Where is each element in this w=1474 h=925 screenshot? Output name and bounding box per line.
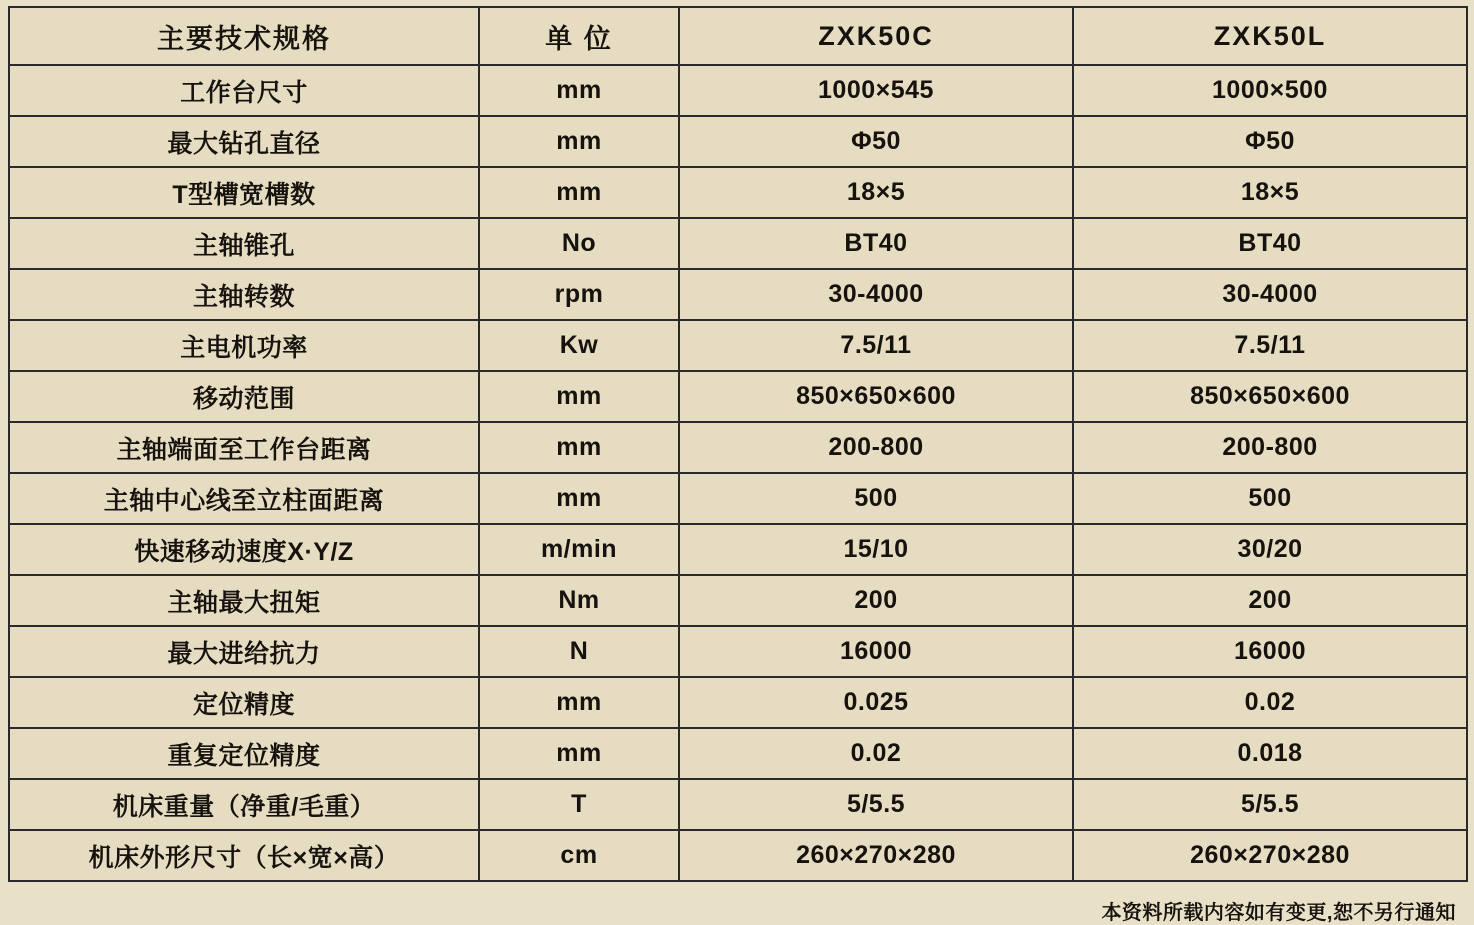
spec-unit: mm bbox=[479, 473, 679, 524]
spec-value-l: 0.018 bbox=[1073, 728, 1467, 779]
table-row bbox=[9, 218, 1467, 269]
spec-value-c: 0.02 bbox=[679, 728, 1073, 779]
spec-unit: N bbox=[479, 626, 679, 677]
spec-value-c: Φ50 bbox=[679, 116, 1073, 167]
spec-value-c: 200-800 bbox=[679, 422, 1073, 473]
spec-name: 最大进给抗力 bbox=[9, 626, 479, 677]
spec-unit: Nm bbox=[479, 575, 679, 626]
spec-name: 主轴锥孔 bbox=[9, 218, 479, 269]
spec-value-l: 5/5.5 bbox=[1073, 779, 1467, 830]
spec-value-c: 260×270×280 bbox=[679, 830, 1073, 881]
spec-name: 工作台尺寸 bbox=[9, 65, 479, 116]
spec-value-c: 200 bbox=[679, 575, 1073, 626]
spec-value-l: 7.5/11 bbox=[1073, 320, 1467, 371]
spec-value-l: 850×650×600 bbox=[1073, 371, 1467, 422]
spec-value-c: 15/10 bbox=[679, 524, 1073, 575]
table-row bbox=[9, 677, 1467, 728]
table-row bbox=[9, 728, 1467, 779]
table-row bbox=[9, 116, 1467, 167]
spec-value-l: 30-4000 bbox=[1073, 269, 1467, 320]
spec-value-l: 200-800 bbox=[1073, 422, 1467, 473]
column-header-model-l: ZXK50L bbox=[1073, 7, 1467, 65]
table-row bbox=[9, 65, 1467, 116]
table-body bbox=[9, 65, 1467, 881]
spec-value-c: 500 bbox=[679, 473, 1073, 524]
spec-value-l: Φ50 bbox=[1073, 116, 1467, 167]
table-row bbox=[9, 422, 1467, 473]
spec-value-c: 850×650×600 bbox=[679, 371, 1073, 422]
spec-name: 主轴端面至工作台距离 bbox=[9, 422, 479, 473]
spec-unit: Kw bbox=[479, 320, 679, 371]
table-row bbox=[9, 371, 1467, 422]
spec-name: 主轴中心线至立柱面距离 bbox=[9, 473, 479, 524]
spec-unit: m/min bbox=[479, 524, 679, 575]
spec-value-l: 18×5 bbox=[1073, 167, 1467, 218]
spec-value-l: 500 bbox=[1073, 473, 1467, 524]
table-row bbox=[9, 626, 1467, 677]
spec-name: 主电机功率 bbox=[9, 320, 479, 371]
spec-unit: mm bbox=[479, 677, 679, 728]
table-header-row bbox=[9, 7, 1467, 65]
spec-value-c: 5/5.5 bbox=[679, 779, 1073, 830]
spec-name: 机床外形尺寸（长×宽×高） bbox=[9, 830, 479, 881]
spec-name: T型槽宽槽数 bbox=[9, 167, 479, 218]
spec-value-l: 16000 bbox=[1073, 626, 1467, 677]
spec-unit: mm bbox=[479, 371, 679, 422]
spec-name: 重复定位精度 bbox=[9, 728, 479, 779]
spec-value-c: 0.025 bbox=[679, 677, 1073, 728]
spec-name: 主轴转数 bbox=[9, 269, 479, 320]
disclaimer-note: 本资料所载内容如有变更,恕不另行通知 bbox=[1101, 902, 1456, 924]
spec-unit: mm bbox=[479, 65, 679, 116]
spec-value-l: 1000×500 bbox=[1073, 65, 1467, 116]
spec-value-l: BT40 bbox=[1073, 218, 1467, 269]
spec-unit: No bbox=[479, 218, 679, 269]
column-header-spec: 主要技术规格 bbox=[9, 7, 479, 65]
spec-name: 最大钻孔直径 bbox=[9, 116, 479, 167]
spec-value-c: BT40 bbox=[679, 218, 1073, 269]
column-header-unit: 单 位 bbox=[479, 7, 679, 65]
table-row bbox=[9, 830, 1467, 881]
table-row bbox=[9, 269, 1467, 320]
spec-unit: mm bbox=[479, 167, 679, 218]
spec-unit: mm bbox=[479, 728, 679, 779]
column-header-model-c: ZXK50C bbox=[679, 7, 1073, 65]
spec-value-c: 18×5 bbox=[679, 167, 1073, 218]
spec-name: 移动范围 bbox=[9, 371, 479, 422]
spec-unit: T bbox=[479, 779, 679, 830]
table-row bbox=[9, 473, 1467, 524]
spec-name: 主轴最大扭矩 bbox=[9, 575, 479, 626]
spec-name: 定位精度 bbox=[9, 677, 479, 728]
spec-value-c: 7.5/11 bbox=[679, 320, 1073, 371]
specifications-table bbox=[8, 6, 1468, 882]
spec-value-c: 1000×545 bbox=[679, 65, 1073, 116]
table-row bbox=[9, 167, 1467, 218]
spec-value-l: 200 bbox=[1073, 575, 1467, 626]
spec-value-l: 30/20 bbox=[1073, 524, 1467, 575]
spec-name: 快速移动速度X·Y/Z bbox=[9, 524, 479, 575]
spec-unit: rpm bbox=[479, 269, 679, 320]
spec-unit: mm bbox=[479, 116, 679, 167]
spec-value-c: 30-4000 bbox=[679, 269, 1073, 320]
spec-unit: mm bbox=[479, 422, 679, 473]
table-row bbox=[9, 575, 1467, 626]
spec-value-c: 16000 bbox=[679, 626, 1073, 677]
spec-value-l: 260×270×280 bbox=[1073, 830, 1467, 881]
table-row bbox=[9, 320, 1467, 371]
spec-name: 机床重量（净重/毛重） bbox=[9, 779, 479, 830]
spec-value-l: 0.02 bbox=[1073, 677, 1467, 728]
table-row bbox=[9, 779, 1467, 830]
table-row bbox=[9, 524, 1467, 575]
spec-unit: cm bbox=[479, 830, 679, 881]
